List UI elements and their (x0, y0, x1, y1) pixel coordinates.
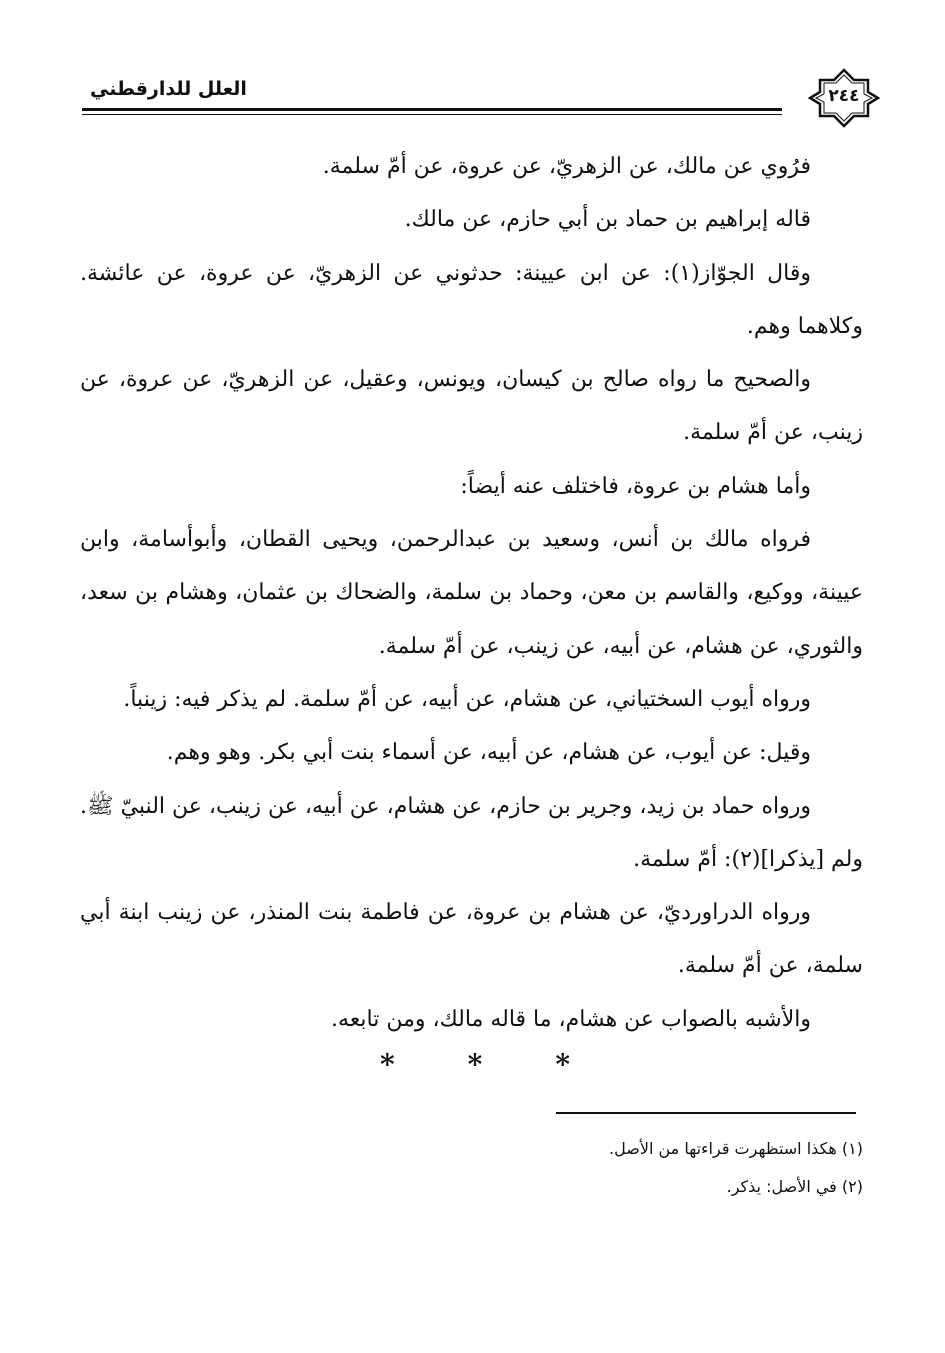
footnotes (80, 1130, 863, 1206)
asterisk: * (555, 1048, 570, 1081)
book-title: العلل للدارقطني (90, 78, 247, 100)
section-separator (380, 1048, 570, 1081)
asterisk: * (467, 1048, 483, 1081)
main-text (80, 140, 863, 1046)
footnote: (١) هكذا استظهرت قراءتها من الأصل. (609, 1139, 863, 1158)
paragraph: فرواه مالك بن أنس، وسعيد بن عبدالرحمن، ويحيى القطان، وأبوأسامة، وابن عيينة، ووكيع، والقاسم بن معن، وحماد بن سلمة، والضحاك بن عثمان، وهشام بن سعد، والثوري، عن هشام، عن أبيه، عن زينب، عن أمّ سلمة. (80, 527, 863, 659)
header-rule (82, 108, 782, 111)
page-number: ٢٤٤ (828, 86, 860, 106)
header-rule-thin (82, 114, 782, 115)
paragraph: ورواه حماد بن زيد، وجرير بن حازم، عن هشام، عن أبيه، عن زينب، عن النبيّ ﷺ. ولم [يذكرا](٢): أمّ سلمة. (80, 793, 863, 872)
page-header (82, 66, 882, 132)
asterisk: * (380, 1048, 395, 1081)
paragraph: وقيل: عن أيوب، عن هشام، عن أبيه، عن أسماء بنت أبي بكر. وهو وهم. (166, 740, 811, 766)
paragraph: ورواه الدراورديّ، عن هشام بن عروة، عن فاطمة بنت المنذر، عن زينب ابنة أبي سلمة، عن أمّ سلمة. (80, 900, 863, 979)
paragraph: وقال الجوّاز(١): عن ابن عيينة: حدثوني عن الزهريّ، عن عروة، عن عائشة. وكلاهما وهم. (80, 260, 863, 339)
footnote: (٢) في الأصل: يذكر. (726, 1177, 863, 1196)
paragraph: والصحيح ما رواه صالح بن كيسان، ويونس، وعقيل، عن الزهريّ، عن عروة، عن زينب، عن أمّ سلمة. (80, 367, 863, 446)
paragraph: قاله إبراهيم بن حماد بن أبي حازم، عن مالك. (404, 207, 811, 233)
page-number-badge (808, 68, 880, 128)
footnote-rule (556, 1112, 856, 1114)
paragraph: فرُوي عن مالك، عن الزهريّ، عن عروة، عن أمّ سلمة. (322, 154, 811, 179)
paragraph: وأما هشام بن عروة، فاختلف عنه أيضاً: (460, 473, 811, 499)
paragraph: والأشبه بالصواب عن هشام، ما قاله مالك، ومن تابعه. (331, 1006, 811, 1032)
paragraph: ورواه أيوب السختياني، عن هشام، عن أبيه، عن أمّ سلمة. لم يذكر فيه: زينباً. (123, 686, 811, 712)
